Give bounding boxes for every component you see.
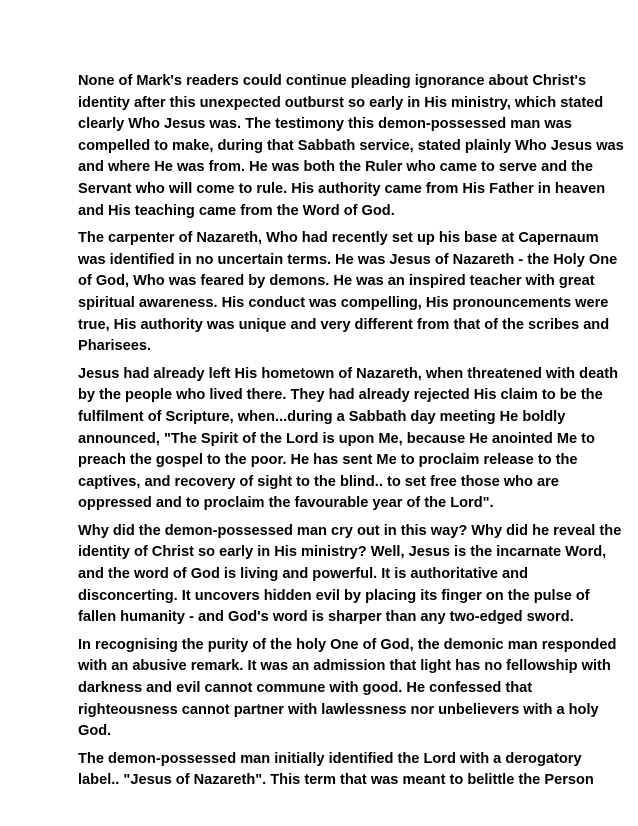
text-line: The demon-possessed man initially identified the Lord with a derogatory [78,750,582,767]
text-line: God. [78,723,112,740]
paragraph-5 [78,635,617,743]
text-line: In recognising the purity of the holy One of God, the demonic man responded [78,636,617,653]
text-line: captives, and recovery of sight to the blind.. to set free those who are [78,473,559,490]
text-line: identity after this unexpected outburst so early in His ministry, which stated [78,94,604,111]
paragraph-3 [78,364,619,515]
document-page [78,71,624,798]
text-line: clearly Who Jesus was. The testimony this demon-possessed man was [78,116,572,133]
text-line: by the people who lived there. They had already rejected His claim to be the [78,387,603,404]
text-line: and where He was from. He was both the Ruler who came to serve and the [78,159,593,176]
text-line: was identified in no uncertain terms. He was Jesus of Nazareth - the Holy One [78,251,618,268]
text-line: compelled to make, during that Sabbath service, stated plainly Who Jesus was [78,137,624,154]
text-line: label.. "Jesus of Nazareth". This term that was meant to belittle the Person [78,772,594,789]
paragraph-1 [78,71,624,222]
text-line: The carpenter of Nazareth, Who had recently set up his base at Capernaum [78,230,599,247]
text-line: true, His authority was unique and very different from that of the scribes and [78,316,610,333]
text-line: Jesus had already left His hometown of Nazareth, when threatened with death [78,365,619,382]
text-line: Why did the demon-possessed man cry out in this way? Why did he reveal the [78,522,622,539]
text-line: identity of Christ so early in His ministry? Well, Jesus is the incarnate Word, [78,544,607,561]
paragraph-2 [78,228,618,358]
text-line: with an abusive remark. It was an admission that light has no fellowship with [78,658,611,675]
text-line: announced, "The Spirit of the Lord is upon Me, because He anointed Me to [78,430,595,447]
text-line: righteousness cannot partner with lawlessness nor unbelievers with a holy [78,701,599,718]
paragraph-6 [78,749,594,792]
text-line: and the word of God is living and powerful. It is authoritative and [78,566,528,583]
text-line: spiritual awareness. His conduct was compelling, His pronouncements were [78,294,609,311]
text-line: None of Mark's readers could continue pleading ignorance about Christ's [78,73,587,89]
text-line: Servant who will come to rule. His authority came from His Father in heaven [78,180,606,197]
text-line: fallen humanity - and God's word is sharper than any two-edged sword. [78,609,574,626]
text-line: preach the gospel to the poor. He has sent Me to proclaim release to the [78,452,578,469]
text-line: Pharisees. [78,338,152,355]
text-line: fulfilment of Scripture, when...during a Sabbath day meeting He boldly [78,408,566,425]
paragraph-4 [78,521,622,629]
text-line: disconcerting. It uncovers hidden evil by placing its finger on the pulse of [78,587,590,604]
text-line: and His teaching came from the Word of God. [78,202,395,219]
text-line: oppressed and to proclaim the favourable year of the Lord". [78,495,494,512]
text-line: darkness and evil cannot commune with good. He confessed that [78,680,533,697]
text-line: of God, Who was feared by demons. He was an inspired teacher with great [78,273,595,290]
